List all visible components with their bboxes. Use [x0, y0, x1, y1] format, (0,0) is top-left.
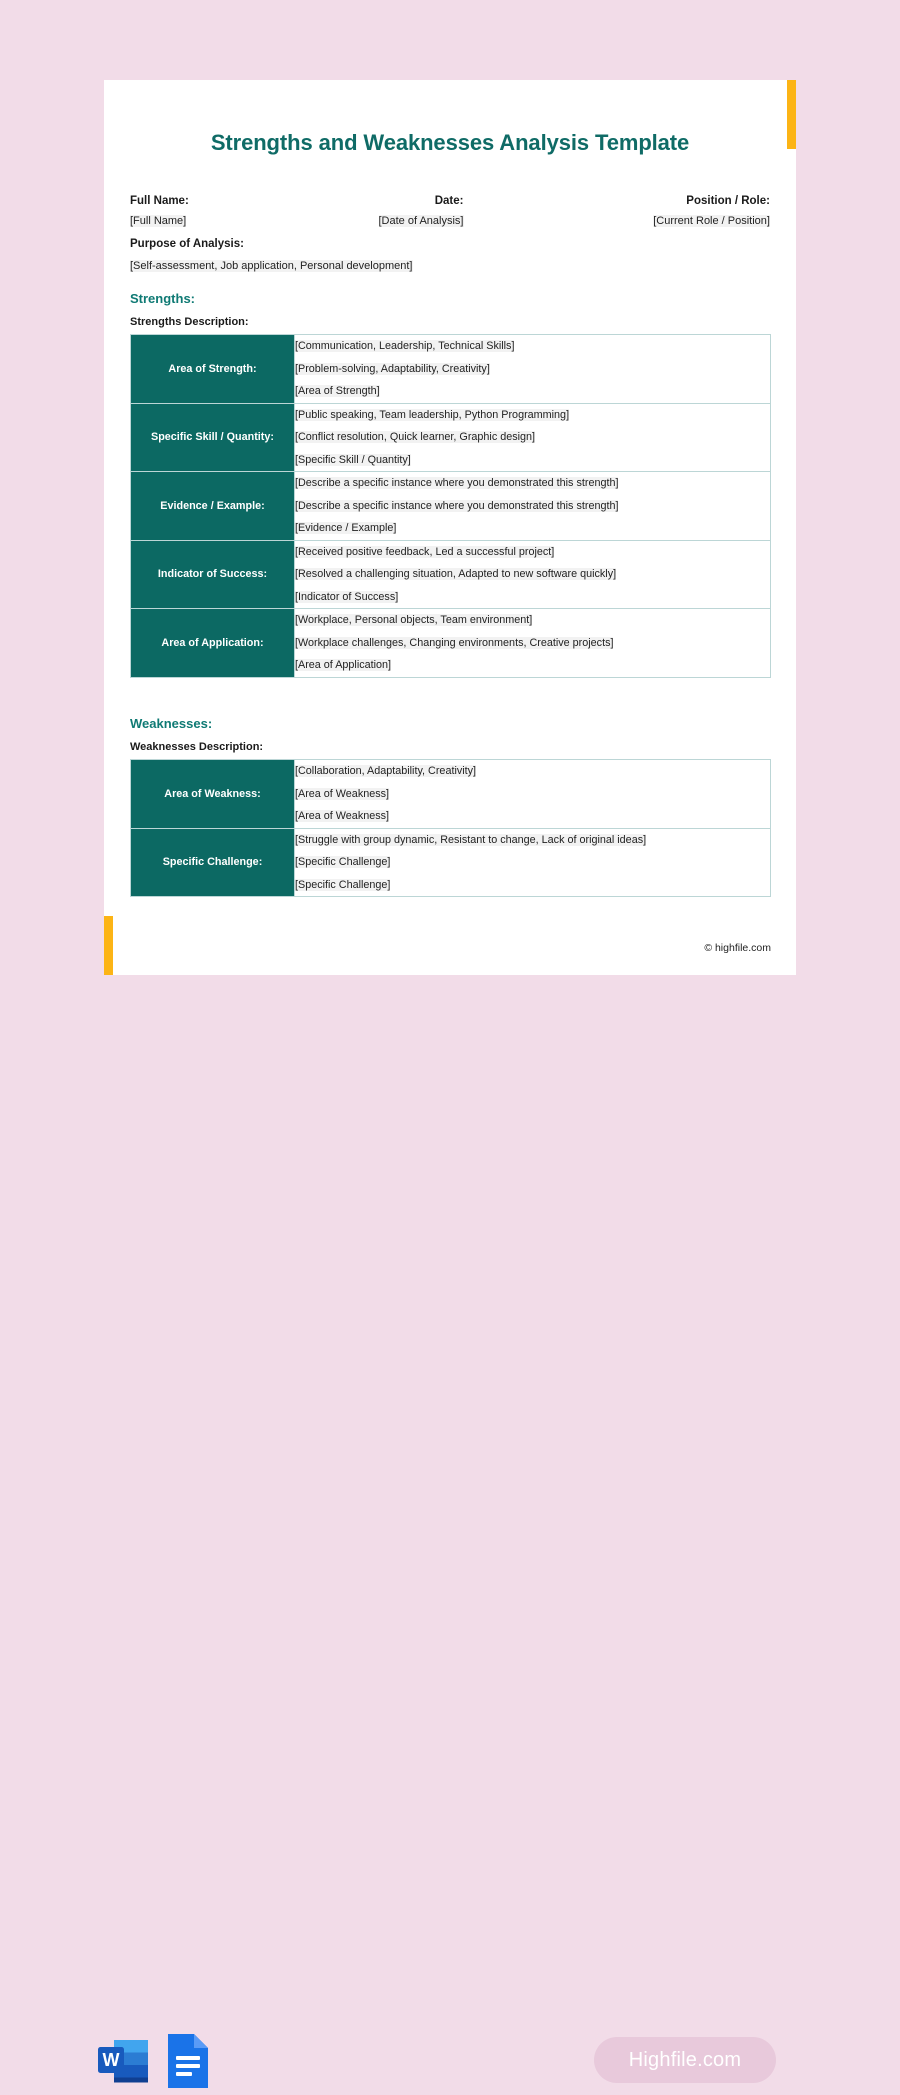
row-content[interactable]	[295, 472, 771, 541]
date-value[interactable]: [Date of Analysis]	[378, 215, 464, 227]
row-label: Area of Weakness:	[131, 760, 295, 829]
position-value[interactable]: [Current Role / Position]	[653, 215, 770, 227]
strengths-table-body	[131, 335, 771, 678]
google-docs-icon[interactable]	[164, 2032, 212, 2090]
copyright-footer: © highfile.com	[704, 942, 771, 954]
purpose-label: Purpose of Analysis:	[130, 238, 244, 250]
cell-line[interactable]: [Resolved a challenging situation, Adapted to new software quickly]	[295, 568, 617, 580]
cell-line[interactable]: [Evidence / Example]	[295, 522, 397, 534]
weaknesses-section-subheading: Weaknesses Description:	[130, 741, 264, 753]
row-label: Indicator of Success:	[131, 540, 295, 609]
weaknesses-table-body	[131, 760, 771, 897]
cell-line[interactable]: [Area of Application]	[295, 659, 392, 671]
table-row	[131, 335, 771, 404]
meta-field-full-name	[130, 191, 189, 231]
row-content[interactable]	[295, 828, 771, 897]
table-row	[131, 403, 771, 472]
cell-line[interactable]: [Collaboration, Adaptability, Creativity]	[295, 765, 477, 777]
strengths-table	[130, 334, 771, 678]
cell-line[interactable]: [Specific Skill / Quantity]	[295, 453, 411, 466]
cell-line[interactable]: [Specific Challenge]	[295, 878, 391, 891]
row-content[interactable]	[295, 335, 771, 404]
weaknesses-table	[130, 759, 771, 897]
weaknesses-section-heading: Weaknesses:	[130, 716, 213, 731]
cell-line[interactable]: [Area of Weakness]	[295, 810, 390, 822]
cell-line[interactable]: [Area of Weakness]	[295, 787, 390, 800]
cell-line[interactable]: [Indicator of Success]	[295, 590, 399, 603]
row-label: Evidence / Example:	[131, 472, 295, 541]
document-page	[104, 80, 796, 975]
cell-line[interactable]: [Describe a specific instance where you demonstrated this strength]	[295, 477, 619, 489]
microsoft-word-icon[interactable]	[94, 2032, 152, 2090]
highfile-watermark-badge	[594, 2037, 776, 2083]
table-row	[131, 540, 771, 609]
row-content[interactable]	[295, 760, 771, 829]
row-content[interactable]	[295, 609, 771, 678]
accent-bar-bottom-left	[104, 916, 113, 975]
table-row	[131, 828, 771, 897]
accent-bar-top-right	[787, 80, 796, 149]
row-label: Specific Challenge:	[131, 828, 295, 897]
table-row	[131, 609, 771, 678]
row-label: Area of Strength:	[131, 335, 295, 404]
purpose-value[interactable]: [Self-assessment, Job application, Personal development]	[130, 260, 413, 272]
cell-line[interactable]: [Describe a specific instance where you demonstrated this strength]	[295, 499, 619, 512]
date-label: Date:	[434, 195, 464, 207]
cell-line[interactable]: [Communication, Leadership, Technical Skills]	[295, 340, 515, 352]
cell-line[interactable]: [Problem-solving, Adaptability, Creativity]	[295, 362, 490, 375]
position-label: Position / Role:	[686, 195, 770, 207]
table-row	[131, 472, 771, 541]
row-label: Area of Application:	[131, 609, 295, 678]
full-name-label: Full Name:	[130, 195, 189, 207]
cell-line[interactable]: [Specific Challenge]	[295, 856, 391, 868]
cell-line[interactable]: [Workplace, Personal objects, Team environment]	[295, 614, 533, 626]
meta-field-purpose	[130, 233, 770, 277]
document-body	[104, 80, 796, 975]
cell-line[interactable]: [Area of Strength]	[295, 385, 380, 397]
strengths-section-subheading: Strengths Description:	[130, 316, 249, 328]
page-title: Strengths and Weaknesses Analysis Template	[210, 130, 690, 155]
download-format-bar	[0, 1000, 900, 2071]
cell-line[interactable]: [Struggle with group dynamic, Resistant to change, Lack of original ideas]	[295, 833, 647, 846]
highfile-badge-label: Highfile.com	[628, 2048, 742, 2071]
strengths-section-heading: Strengths:	[130, 291, 195, 306]
cell-line[interactable]: [Public speaking, Team leadership, Python Programming]	[295, 408, 570, 421]
full-name-value[interactable]: [Full Name]	[130, 215, 187, 227]
svg-text:W: W	[102, 2050, 120, 2070]
cell-line[interactable]: [Received positive feedback, Led a successful project]	[295, 545, 555, 558]
meta-field-date	[379, 191, 464, 231]
row-content[interactable]	[295, 540, 771, 609]
cell-line[interactable]: [Workplace challenges, Changing environments, Creative projects]	[295, 636, 614, 649]
cell-line[interactable]: [Conflict resolution, Quick learner, Graphic design]	[295, 431, 536, 443]
meta-field-position	[653, 191, 770, 231]
row-label: Specific Skill / Quantity:	[131, 403, 295, 472]
table-row	[131, 760, 771, 829]
document-meta-row	[130, 191, 770, 231]
row-content[interactable]	[295, 403, 771, 472]
